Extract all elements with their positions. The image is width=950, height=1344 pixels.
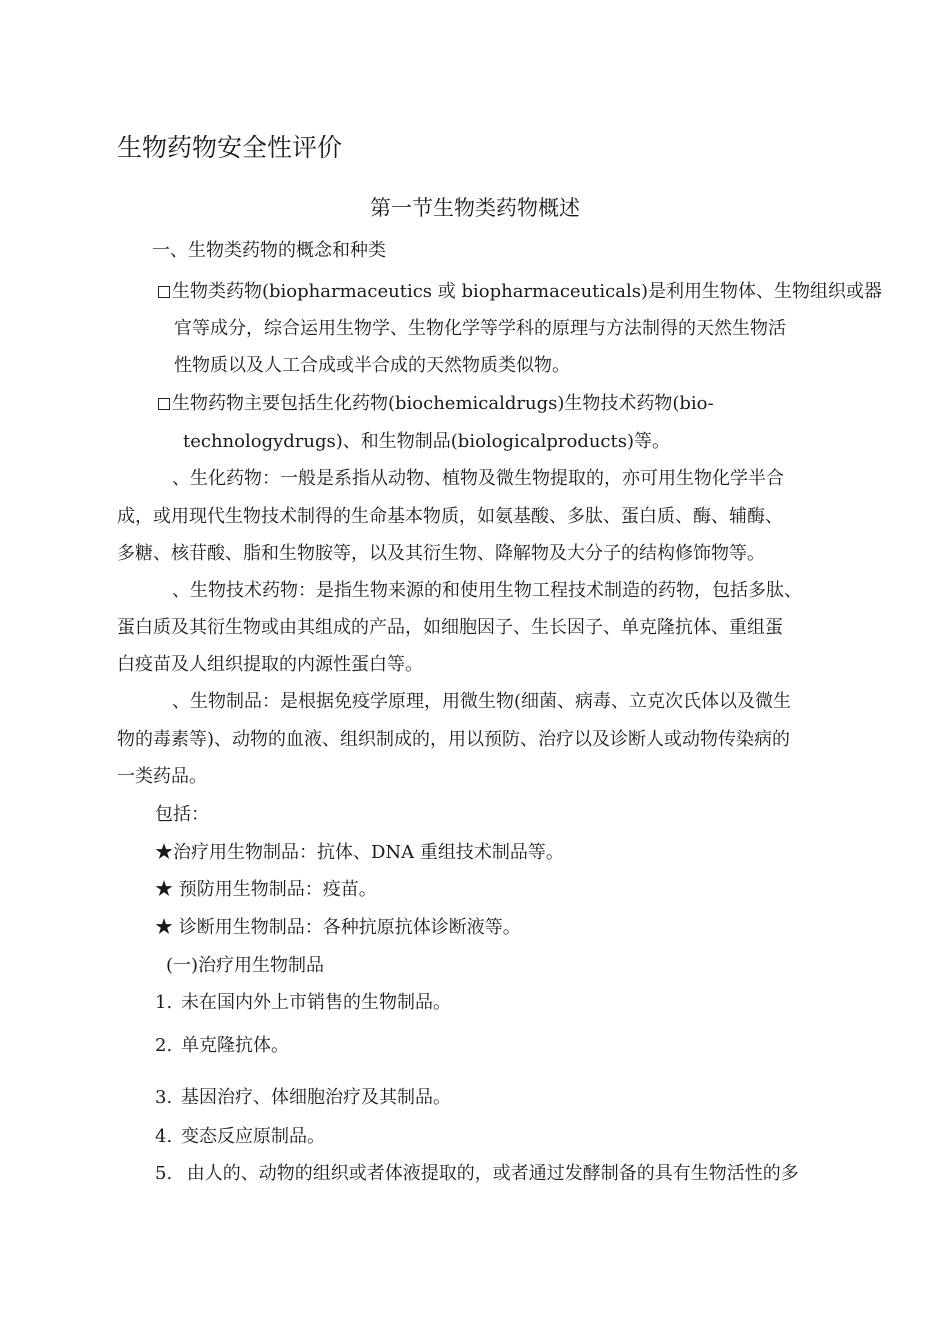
list-item: ★ 预防用生物制品：疫苗。 [155,879,377,900]
checkbox-marker-icon [158,398,170,410]
including-label: 包括： [155,804,209,825]
bioproduct-line-2: 物的毒素等)、动物的血液、组织制成的，用以预防、治疗以及诊断人或动物传染病的 [117,729,791,750]
biotech-line-2: 蛋白质及其衍生物或由其组成的产品，如细胞因子、生长因子、单克隆抗体、重组蛋 [117,617,783,638]
section-title: 第一节生物类药物概述 [370,196,580,220]
bioproduct-line-1: 、生物制品：是根据免疫学原理，用微生物(细菌、病毒、立克次氏体以及微生 [172,691,792,712]
list-item: 5. 由人的、动物的组织或者体液提取的，或者通过发酵制备的具有生物活性的多 [155,1163,799,1184]
list-item: 4. 变态反应原制品。 [155,1126,325,1147]
biochem-line-1: 、生化药物：一般是系指从动物、植物及微生物提取的，亦可用生物化学半合 [172,468,784,489]
main-types-line-1: 生物药物主要包括生化药物(biochemicaldrugs)生物技术药物(bio- [158,392,714,416]
biotech-line-3: 白疫苗及人组织提取的内源性蛋白等。 [117,654,423,675]
list-item: 3. 基因治疗、体细胞治疗及其制品。 [155,1087,451,1108]
definition-line-2: 官等成分，综合运用生物学、生物化学等学科的原理与方法制得的天然生物活 [174,318,786,339]
subheading-therapeutic: (一)治疗用生物制品 [166,955,325,976]
biochem-line-3: 多糖、核苷酸、脂和生物胺等，以及其衍生物、降解物及大分子的结构修饰物等。 [117,543,765,564]
bioproduct-line-3: 一类药品。 [117,766,207,787]
biochem-line-2: 成，或用现代生物技术制得的生命基本物质，如氨基酸、多肽、蛋白质、酶、辅酶、 [117,506,783,527]
heading-concept-types: 一、生物类药物的概念和种类 [152,240,386,261]
checkbox-marker-icon [158,286,170,298]
list-item: ★治疗用生物制品：抗体、DNA 重组技术制品等。 [155,842,564,863]
list-item: ★ 诊断用生物制品：各种抗原抗体诊断液等。 [155,917,521,938]
biotech-line-1: 、生物技术药物：是指生物来源的和使用生物工程技术制造的药物，包括多肽、 [172,580,802,601]
document-title: 生物药物安全性评价 [117,133,343,162]
list-item: 2. 单克隆抗体。 [155,1035,289,1056]
definition-line-3: 性物质以及人工合成或半合成的天然物质类似物。 [174,355,570,376]
list-item: 1. 未在国内外上市销售的生物制品。 [155,992,451,1013]
main-types-line-2: technologydrugs)、和生物制品(biologicalproducts)等。 [183,431,671,452]
definition-line-1: 生物类药物(biopharmaceutics 或 biopharmaceuticals)是利用生物体、生物组织或器 [158,280,882,304]
